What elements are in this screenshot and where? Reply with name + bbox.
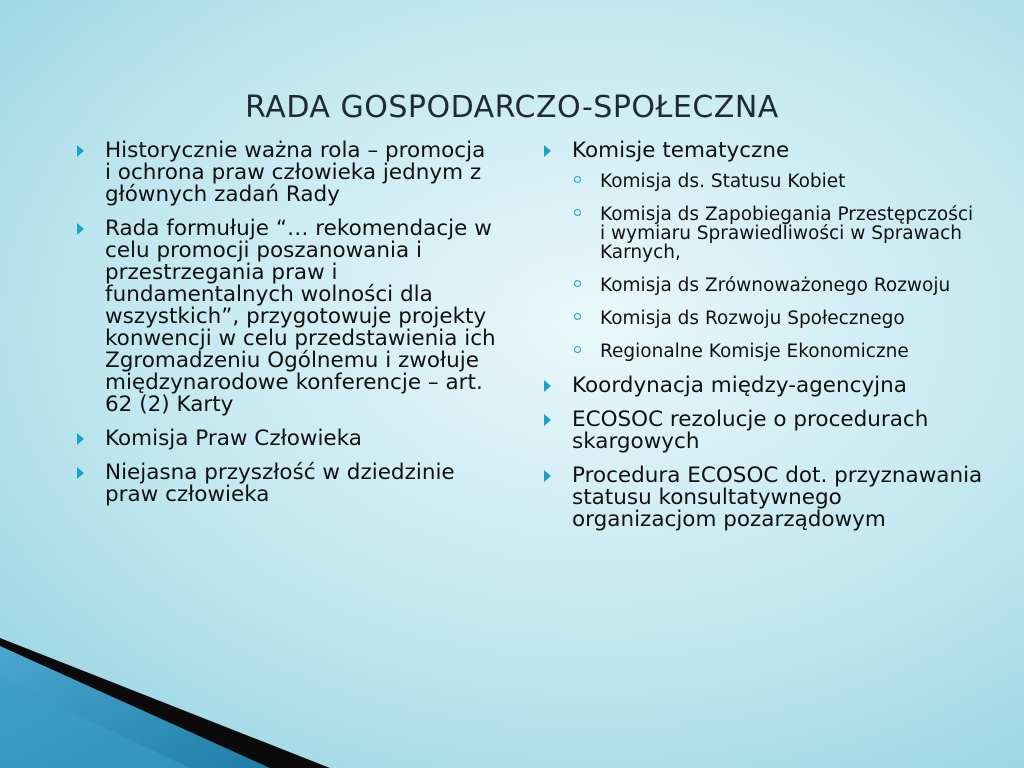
sub-list-item [572, 276, 983, 295]
sub-bullet-text: Komisja ds. Statusu Kobiet [600, 171, 846, 192]
triangle-bullet-icon [544, 414, 551, 426]
slide-title: RADA GOSPODARCZO-SPOŁECZNA [245, 90, 779, 126]
triangle-bullet-icon [77, 467, 84, 479]
sub-list-item [572, 205, 983, 262]
right-bullet-list [543, 140, 983, 531]
bullet-text: ECOSOC rezolucje o procedurach skargowych [572, 407, 929, 454]
circle-bullet-icon [574, 346, 581, 353]
bullet-text: Procedura ECOSOC dot. przyznawania statusu konsultatywnego organizacjom pozarządowym [572, 463, 983, 532]
bullet-text: Rada formułuje “… rekomendacje w celu promocji poszanowania i przestrzegania praw i fundamentalnych wolności dla wszystkich”, przygotowuje projekty konwencji w celu przedstawienia ich Zgromadzeniu Ogólnemu i zwołuje międzynarodowe konferencje – art. 62 (2) Karty [105, 216, 496, 417]
triangle-bullet-icon [544, 380, 551, 392]
sub-list-item [572, 342, 983, 361]
sub-bullet-text: Komisja ds Zrównoważonego Rozwoju [600, 275, 951, 296]
circle-bullet-icon [574, 313, 581, 320]
left-bullet-list [76, 140, 496, 506]
sub-bullet-text: Komisja ds Zapobiegania Przestępczości i wymiaru Sprawiedliwości w Sprawach Karnych, [600, 204, 974, 263]
bullet-text: Historycznie ważna rola – promocja i ochrona praw człowieka jednym z głównych zadań Rady [105, 138, 486, 207]
list-item [543, 465, 983, 531]
sub-list-item [572, 172, 983, 191]
sub-bullet-text: Komisja ds Rozwoju Społecznego [600, 308, 905, 329]
circle-bullet-icon [574, 280, 581, 287]
list-item [543, 140, 983, 361]
bullet-text: Komisja Praw Człowieka [105, 426, 362, 451]
right-column [543, 140, 983, 543]
sub-list-item [572, 309, 983, 328]
sub-bullet-list [572, 172, 983, 361]
triangle-bullet-icon [77, 433, 84, 445]
list-item [543, 375, 983, 397]
bullet-text: Komisje tematyczne [572, 138, 790, 163]
circle-bullet-icon [574, 176, 581, 183]
sub-bullet-text: Regionalne Komisje Ekonomiczne [600, 341, 909, 362]
triangle-bullet-icon [544, 145, 551, 157]
decorative-wave [0, 638, 330, 768]
bullet-text: Koordynacja między-agencyjna [572, 373, 907, 398]
list-item [76, 428, 496, 450]
bullet-text: Niejasna przyszłość w dziedzinie praw człowieka [105, 460, 455, 507]
list-item [76, 462, 496, 506]
list-item [76, 218, 496, 416]
list-item [76, 140, 496, 206]
left-column [76, 140, 496, 518]
triangle-bullet-icon [77, 223, 84, 235]
list-item [543, 409, 983, 453]
triangle-bullet-icon [544, 470, 551, 482]
triangle-bullet-icon [77, 145, 84, 157]
circle-bullet-icon [574, 209, 581, 216]
